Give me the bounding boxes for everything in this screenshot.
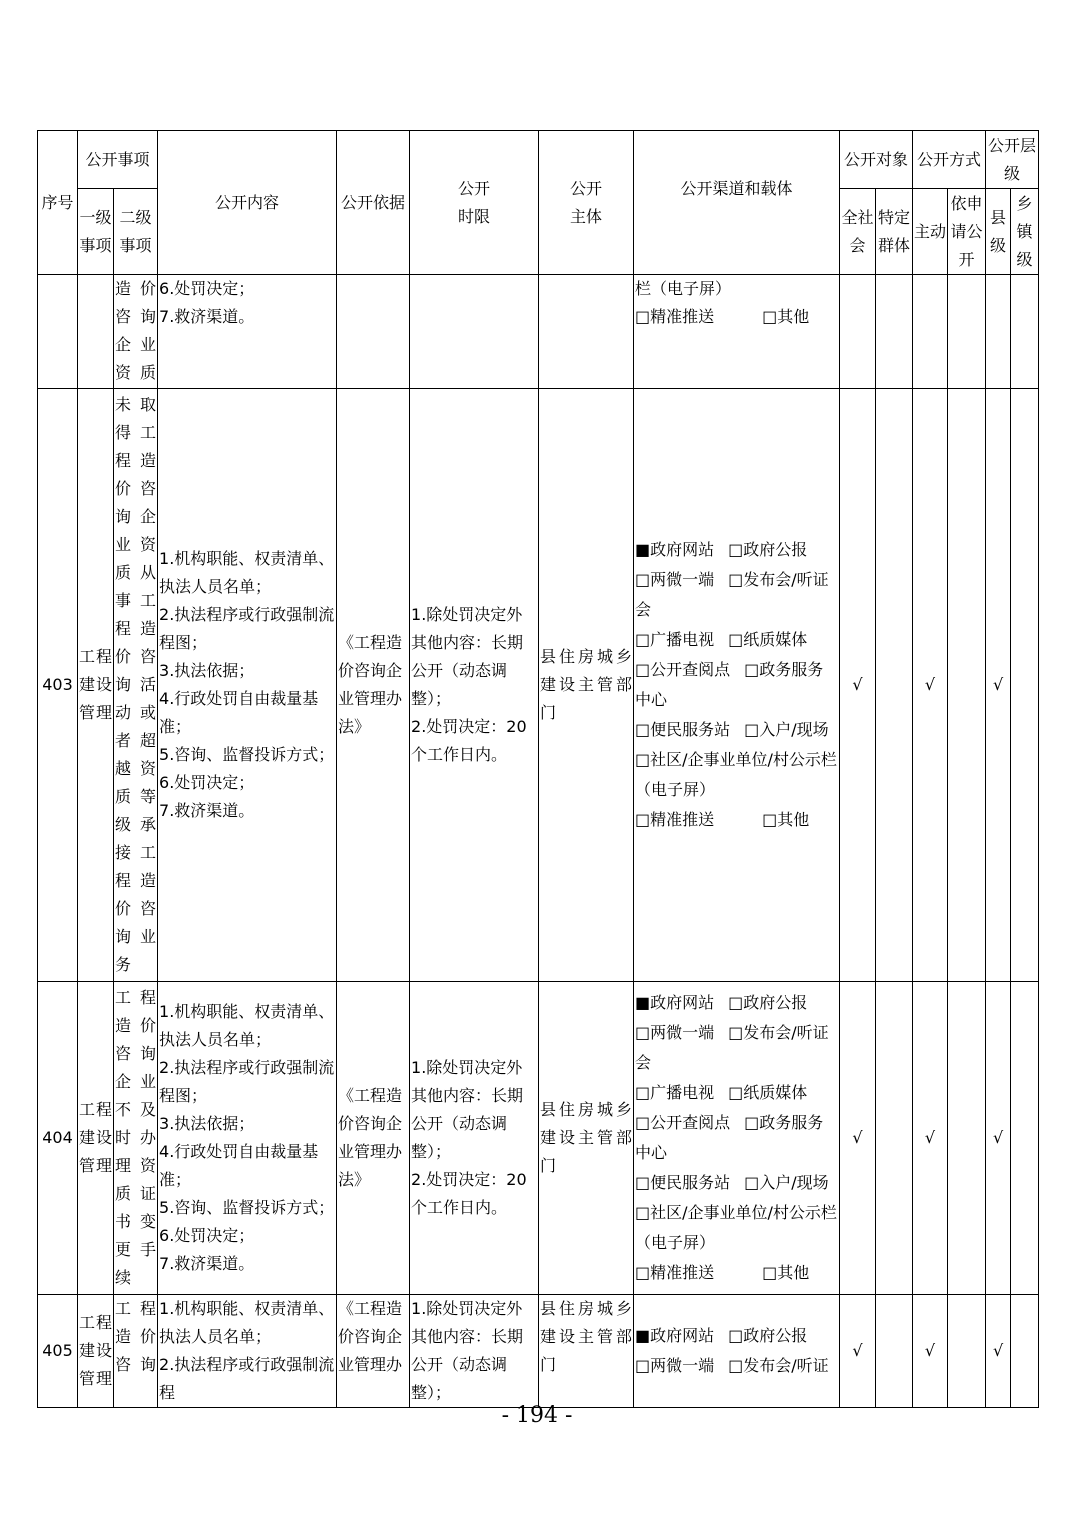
header-level-town: 乡镇级	[1011, 189, 1039, 275]
channel-line: □精准推送 □其他	[635, 307, 810, 326]
channel-line: □两微一端 □发布会/听证会	[635, 570, 829, 619]
row-town	[1011, 275, 1039, 389]
row-seq: 404	[38, 982, 78, 1295]
row-seq: 403	[38, 389, 78, 982]
channel-line: □精准推送 □其他	[635, 1263, 810, 1282]
row-county: √	[986, 1295, 1011, 1408]
row-content: 6.处罚决定； 7.救济渠道。	[158, 275, 337, 389]
row-request	[948, 275, 986, 389]
channel-line: ■政府网站 □政府公报	[635, 993, 808, 1012]
row-subject: 县住房城乡建设主管部门	[539, 982, 634, 1295]
row-basis: 《工程造价咨询企业管理办法》	[337, 389, 410, 982]
row-all-society	[840, 275, 876, 389]
row-active: √	[913, 1295, 948, 1408]
row-subject	[539, 275, 634, 389]
row-channels	[634, 389, 840, 982]
row-level1	[78, 275, 114, 389]
header-target-all: 全社会	[840, 189, 876, 275]
row-specific	[876, 1295, 913, 1408]
header-level: 公开层级	[986, 131, 1039, 189]
row-content: 1.机构职能、权责清单、执法人员名单； 2.执法程序或行政强制流程图； 3.执法依据； 4.行政处罚自由裁量基准； 5.咨询、监督投诉方式； 6.处罚决定； 7.救济渠道。	[158, 389, 337, 982]
row-specific	[876, 275, 913, 389]
header-content: 公开内容	[158, 131, 337, 275]
header-basis: 公开依据	[337, 131, 410, 275]
header-target-specific: 特定群体	[876, 189, 913, 275]
channel-line: □两微一端 □发布会/听证会	[635, 1023, 829, 1072]
header-subject: 公开 主体	[539, 131, 634, 275]
row-time-limit: 1.除处罚决定外其他内容：长期公开（动态调整）； 2.处罚决定：20个工作日内。	[410, 982, 539, 1295]
row-content: 1.机构职能、权责清单、执法人员名单； 2.执法程序或行政强制流程图； 3.执法依据； 4.行政处罚自由裁量基准； 5.咨询、监督投诉方式； 6.处罚决定； 7.救济渠道。	[158, 982, 337, 1295]
channel-line: ■政府网站 □政府公报	[635, 1326, 808, 1345]
channel-line: □便民服务站 □入户/现场	[635, 1173, 829, 1192]
header-time-limit: 公开 时限	[410, 131, 539, 275]
row-content: 1.机构职能、权责清单、执法人员名单； 2.执法程序或行政强制流程	[158, 1295, 337, 1408]
row-active: √	[913, 982, 948, 1295]
row-all-society: √	[840, 389, 876, 982]
channel-line: □广播电视 □纸质媒体	[635, 630, 808, 649]
channel-line: □公开查阅点 □政务服务中心	[635, 660, 824, 709]
header-seq: 序号	[38, 131, 78, 275]
row-seq	[38, 275, 78, 389]
row-time-limit: 1.除处罚决定外其他内容：长期公开（动态调整）；	[410, 1295, 539, 1408]
row-level2: 工程造价咨询	[114, 1295, 158, 1408]
header-level2: 二级事项	[114, 189, 158, 275]
table-row	[38, 982, 1039, 1295]
row-town	[1011, 982, 1039, 1295]
channel-line: □便民服务站 □入户/现场	[635, 720, 829, 739]
channel-line: ■政府网站 □政府公报	[635, 540, 808, 559]
row-county: √	[986, 982, 1011, 1295]
row-town	[1011, 1295, 1039, 1408]
row-request	[948, 982, 986, 1295]
row-level2: 未取得工程造价咨询企业资质从事工程造价咨询活动或者超越资质等级承接工程造价咨询业务	[114, 389, 158, 982]
header-method-request: 依申请公开	[948, 189, 986, 275]
header-items: 公开事项	[78, 131, 158, 189]
header-target: 公开对象	[840, 131, 913, 189]
row-specific	[876, 389, 913, 982]
row-active	[913, 275, 948, 389]
header-method-active: 主动	[913, 189, 948, 275]
row-time-limit	[410, 275, 539, 389]
row-basis: 《工程造价咨询企业管理办	[337, 1295, 410, 1408]
header-level1: 一级事项	[78, 189, 114, 275]
row-level1: 工程建设管理	[78, 389, 114, 982]
row-request	[948, 389, 986, 982]
header-method: 公开方式	[913, 131, 986, 189]
row-basis	[337, 275, 410, 389]
row-subject: 县住房城乡建设主管部门	[539, 1295, 634, 1408]
header-channels: 公开渠道和载体	[634, 131, 840, 275]
row-request	[948, 1295, 986, 1408]
row-level2: 造价咨询企业资质	[114, 275, 158, 389]
row-channels	[634, 982, 840, 1295]
header-row-1	[38, 131, 1039, 189]
disclosure-table	[37, 130, 1039, 1408]
row-channels	[634, 1295, 840, 1408]
row-level1: 工程建设管理	[78, 1295, 114, 1408]
channel-line: □两微一端 □发布会/听证	[635, 1356, 829, 1375]
channel-line: □社区/企事业单位/村公示栏（电子屏）	[635, 750, 837, 799]
row-active: √	[913, 389, 948, 982]
header-level-county: 县级	[986, 189, 1011, 275]
row-level1: 工程建设管理	[78, 982, 114, 1295]
row-town	[1011, 389, 1039, 982]
row-seq: 405	[38, 1295, 78, 1408]
channel-line: □公开查阅点 □政务服务中心	[635, 1113, 824, 1162]
channel-line: □广播电视 □纸质媒体	[635, 1083, 808, 1102]
row-county: √	[986, 389, 1011, 982]
row-basis: 《工程造价咨询企业管理办法》	[337, 982, 410, 1295]
channel-line: □精准推送 □其他	[635, 810, 810, 829]
row-level2: 工程造价咨询企业不及时办理资质证书变更手续	[114, 982, 158, 1295]
row-subject: 县住房城乡建设主管部门	[539, 389, 634, 982]
table-row	[38, 1295, 1039, 1408]
table-row	[38, 389, 1039, 982]
row-all-society: √	[840, 982, 876, 1295]
row-channels	[634, 275, 840, 389]
row-specific	[876, 982, 913, 1295]
page-number: - 194 -	[501, 1403, 573, 1428]
table-row	[38, 275, 1039, 389]
row-time-limit: 1.除处罚决定外其他内容：长期公开（动态调整）； 2.处罚决定：20个工作日内。	[410, 389, 539, 982]
row-all-society: √	[840, 1295, 876, 1408]
row-county	[986, 275, 1011, 389]
channel-line: □社区/企事业单位/村公示栏（电子屏）	[635, 1203, 837, 1252]
channel-line: 栏（电子屏）	[635, 279, 732, 298]
